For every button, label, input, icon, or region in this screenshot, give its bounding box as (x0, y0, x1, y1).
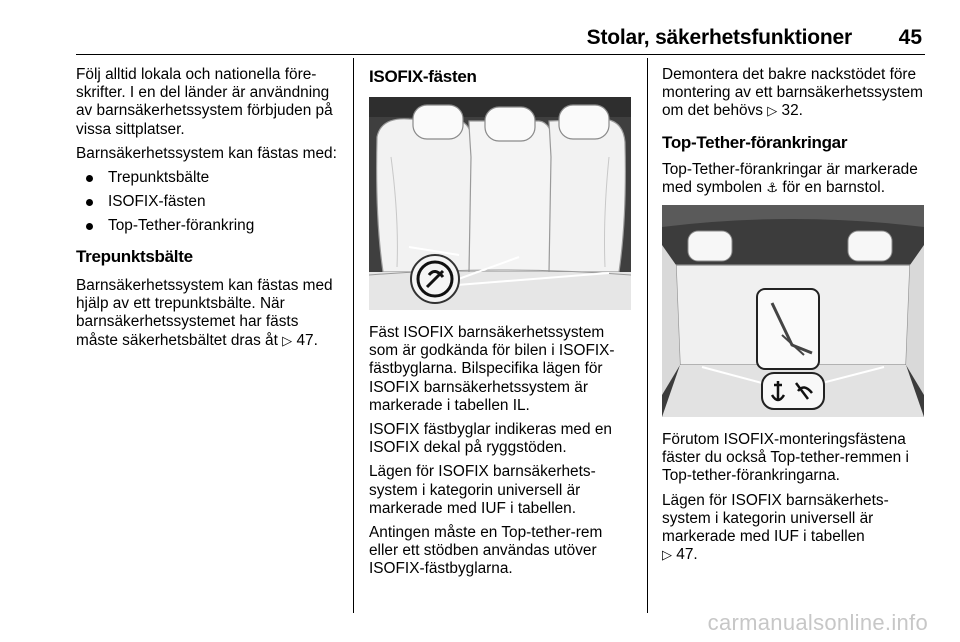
column-2 (369, 67, 633, 585)
column-divider-1 (353, 58, 354, 613)
column-divider-2 (647, 58, 648, 613)
watermark: carmanualsonline.info (707, 610, 928, 635)
column-1 (76, 66, 340, 356)
list-item: Trepunktsbälte (76, 169, 340, 187)
page-reference-arrow-icon[interactable]: ▷ (282, 332, 293, 348)
page-title: Stolar, säkerhetsfunktioner (586, 26, 852, 49)
bullet-icon (86, 175, 93, 182)
header-rule (76, 54, 925, 55)
section-heading-three-point-belt: Trepunktsbälte (76, 247, 193, 267)
page-number: 45 (898, 26, 922, 49)
list-item: ISOFIX-fästen (76, 193, 340, 211)
isofix-paragraph-3: Lägen för ISOFIX barnsäkerhetssystem i kategorin universell är markerade med IUF i tabellen. (369, 463, 596, 517)
fastening-methods-list (76, 169, 340, 235)
three-point-belt-paragraph: Barnsäkerhetssystem kan fästas med hjälp av ett trepunktsbälte. När barnsäkerhetssystemet har fästs måste säkerhetsbältet dras åt ▷ 47. (76, 277, 333, 349)
page-reference[interactable]: 47. (296, 331, 318, 349)
page-reference-arrow-icon[interactable]: ▷ (662, 547, 672, 563)
section-heading-isofix: ISOFIX-fästen (369, 67, 477, 86)
list-item: Top-Tether-förankring (76, 217, 340, 235)
intro-paragraph: Följ alltid lokala och nationella föreskrifter. I en del länder är användning av barnsäkerhetssystem förbjuden på vissa sittplatser. (76, 66, 333, 138)
isofix-paragraph-4: Antingen måste en Top-tether-rem eller ett stödben användas utöver ISOFIX-fästbyglarna. (369, 524, 603, 578)
bullet-icon (86, 223, 93, 230)
page-reference[interactable]: 47. (676, 546, 698, 564)
remove-headrest-paragraph: Demontera det bakre nackstödet före montering av ett barnsäkerhetssystem om det behövs ▷ 32. (662, 66, 923, 120)
top-tether-illustration (662, 205, 924, 417)
column-3 (662, 66, 926, 570)
isofix-seat-drawing (369, 97, 631, 310)
top-tether-drawing (662, 205, 924, 417)
can-be-fastened-paragraph: Barnsäkerhetssystem kan fästas med: (76, 144, 337, 162)
page-reference[interactable]: 32. (781, 102, 803, 120)
section-heading-top-tether: Top-Tether-förankringar (662, 132, 848, 152)
page-reference-arrow-icon[interactable]: ▷ (767, 103, 778, 119)
top-tether-paragraph-3: Lägen för ISOFIX barnsäkerhetssystem i kategorin universell är markerade med IUF i tabellen ▷ 47. (662, 491, 889, 564)
top-tether-paragraph: Top-Tether-förankringar är markerade med symbolen ⚓ för en barnstol. (662, 160, 918, 196)
top-tether-symbol-icon: ⚓ (766, 179, 779, 195)
page-header (0, 0, 960, 56)
isofix-paragraph-2: ISOFIX fästbyglar indikeras med en ISOFIX dekal på ryggstöden. (369, 421, 612, 457)
top-tether-paragraph-2: Förutom ISOFIX-monteringsfästena fäster du också Top-tether-remmen i Top-tether-förankringarna. (662, 431, 909, 485)
isofix-paragraph-1: Fäst ISOFIX barnsäkerhetssystem som är godkända för bilen i ISOFIX-fästbyglarna. Bilspecifika lägen för ISOFIX barnsäkerhetssystem är markerade i tabellen IL. (369, 324, 615, 414)
isofix-seat-illustration (369, 97, 631, 310)
bullet-icon (86, 199, 93, 206)
